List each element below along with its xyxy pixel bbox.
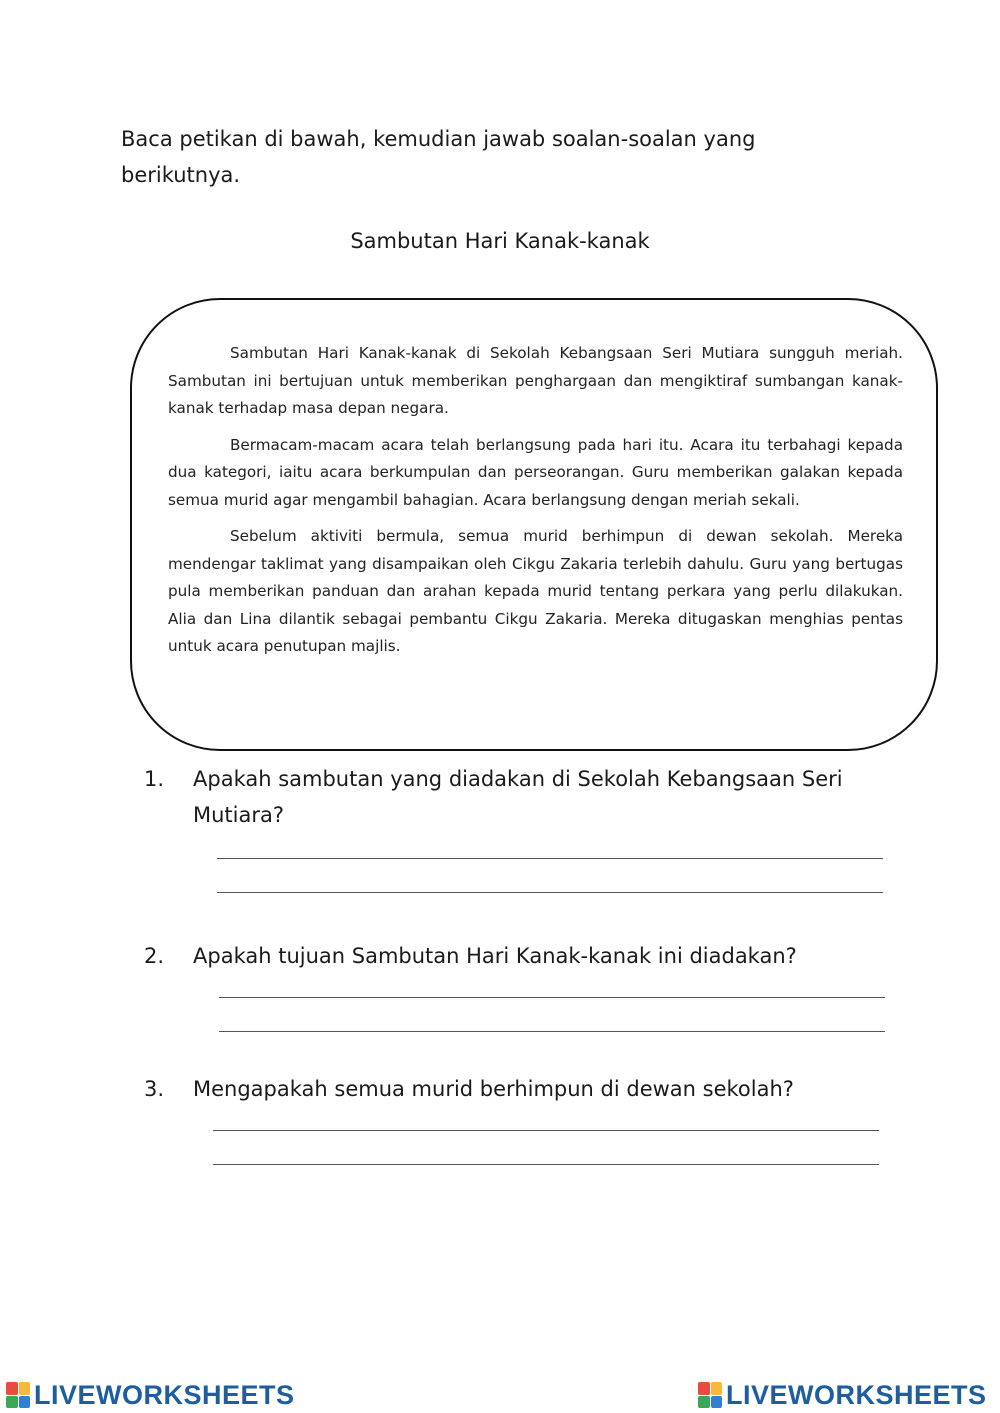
passage-paragraph: Sebelum aktiviti bermula, semua murid berhimpun di dewan sekolah. Mereka mendengar taklimat yang disampaikan oleh Cikgu Zakaria terlebih dahulu. Guru yang bertugas pula memberikan panduan dan arahan kepada murid tentang perkara yang perlu dilakukan. Alia dan Lina dilantik sebagai pembantu Cikgu Zakaria. Mereka ditugaskan menghias pentas untuk acara penutupan majlis. [168, 527, 903, 655]
answer-line-q2-2[interactable] [219, 1031, 885, 1032]
question-number: 1. [144, 767, 165, 791]
passage-text [168, 340, 903, 670]
logo-text: LIVEWORKSHEETS [726, 1379, 987, 1410]
liveworksheets-logo-icon [6, 1382, 30, 1408]
liveworksheets-logo-icon [698, 1382, 722, 1408]
passage-paragraph: Sambutan Hari Kanak-kanak di Sekolah Kebangsaan Seri Mutiara sungguh meriah. Sambutan ini bertujuan untuk memberikan penghargaan dan mengiktiraf sumbangan kanak-kanak terhadap masa depan negara. [168, 344, 903, 417]
passage-paragraph: Bermacam-macam acara telah berlangsung pada hari itu. Acara itu terbahagi kepada dua kategori, iaitu acara berkumpulan dan perseorangan. Guru memberikan galakan kepada semua murid agar mengambil bahagian. Acara berlangsung dengan meriah sekali. [168, 435, 903, 509]
instruction-text: Baca petikan di bawah, kemudian jawab soalan-soalan yang berikutnya. [121, 127, 756, 187]
question-text: Mengapakah semua murid berhimpun di dewan sekolah? [193, 1077, 794, 1101]
answer-line-q3-1[interactable] [213, 1130, 879, 1131]
liveworksheets-logo-right[interactable] [698, 1378, 987, 1412]
question-number: 2. [144, 944, 165, 968]
answer-line-q3-2[interactable] [213, 1164, 879, 1165]
answer-line-q1-1[interactable] [217, 858, 883, 859]
question-text: Apakah sambutan yang diadakan di Sekolah Kebangsaan Seri Mutiara? [193, 767, 843, 827]
passage-title: Sambutan Hari Kanak-kanak [350, 229, 650, 253]
logo-text: LIVEWORKSHEETS [34, 1379, 295, 1410]
answer-line-q1-2[interactable] [217, 892, 883, 893]
question-number: 3. [144, 1077, 165, 1101]
liveworksheets-logo-left[interactable] [6, 1378, 295, 1412]
question-text: Apakah tujuan Sambutan Hari Kanak-kanak ini diadakan? [193, 944, 797, 968]
answer-line-q2-1[interactable] [219, 997, 885, 998]
